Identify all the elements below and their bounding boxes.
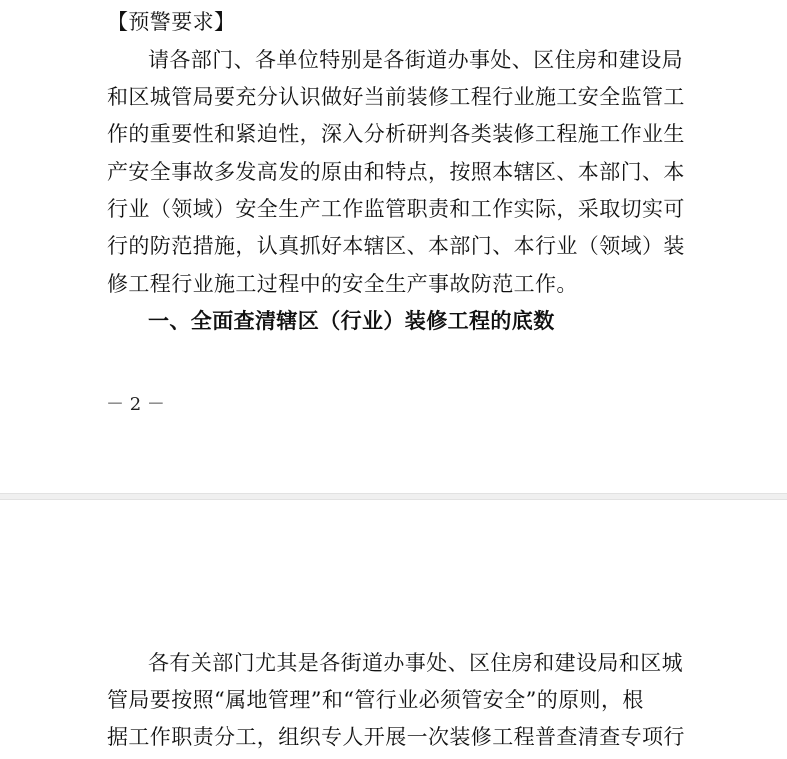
page-number: － 2 － [106, 394, 165, 415]
paragraph-line: 修工程行业施工过程中的安全生产事故防范工作。 [107, 272, 578, 296]
paragraph-line: 请各部门、各单位特别是各街道办事处、区住房和建设局 [148, 48, 683, 72]
paragraph-line: 行业（领域）安全生产工作监管职责和工作实际，采取切实可 [107, 197, 685, 221]
paragraph-line: 管局要按照“属地管理”和“管行业必须管安全”的原则，根 [107, 688, 644, 712]
page-separator [0, 493, 787, 500]
paragraph-line: 产安全事故多发高发的原由和特点，按照本辖区、本部门、本 [107, 160, 685, 184]
paragraph-line: 作的重要性和紧迫性，深入分析研判各类装修工程施工作业生 [107, 122, 685, 146]
paragraph-line: 据工作职责分工，组织专人开展一次装修工程普查清查专项行 [107, 725, 685, 749]
paragraph-line: 行的防范措施，认真抓好本辖区、本部门、本行业（领域）装 [107, 234, 685, 258]
paragraph-line: 和区城管局要充分认识做好当前装修工程行业施工安全监管工 [107, 85, 685, 109]
document-page-3 [0, 500, 787, 759]
section-title: 【预警要求】 [107, 10, 236, 34]
paragraph-line: 各有关部门尤其是各街道办事处、区住房和建设局和区城 [148, 651, 683, 675]
section-heading: 一、全面查清辖区（行业）装修工程的底数 [148, 309, 555, 333]
